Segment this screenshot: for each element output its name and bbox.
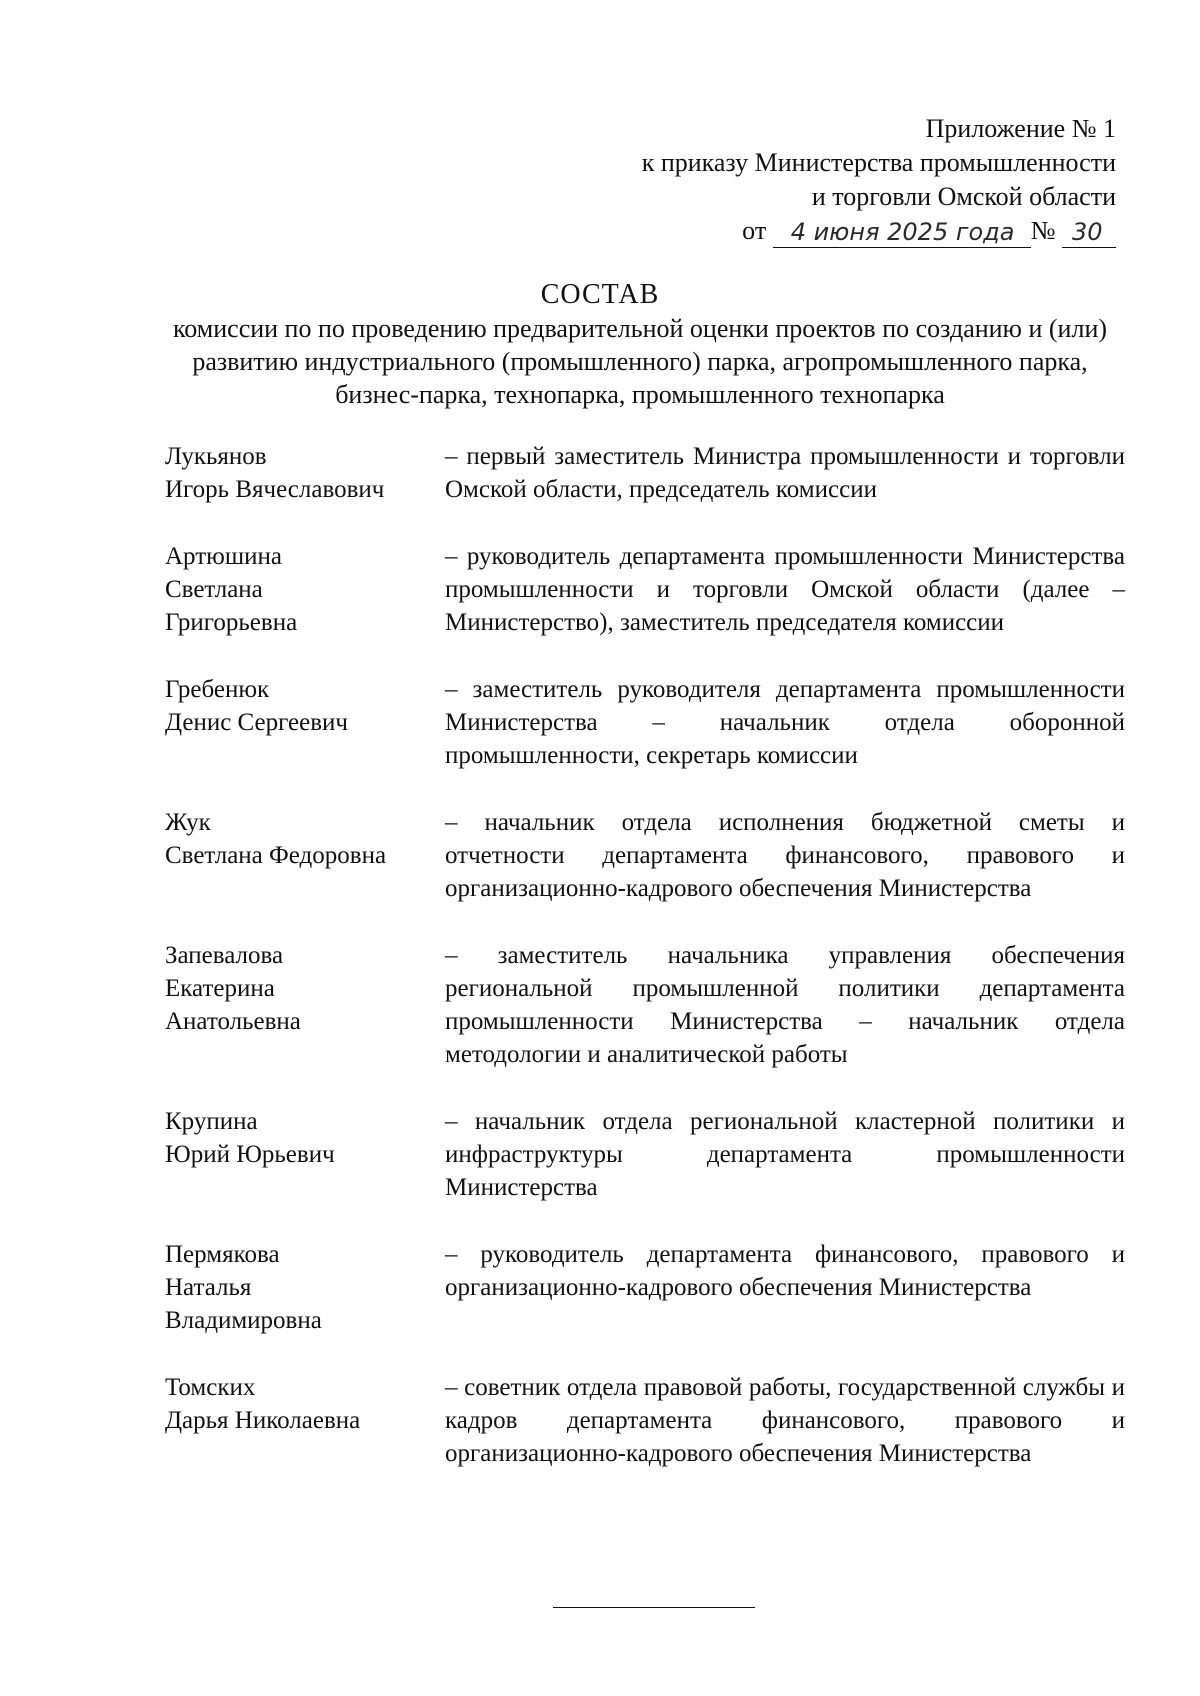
end-divider — [553, 1607, 755, 1608]
member-role: – руководитель департамента финансового, правового и организационно-кадрового обеспечения Министерства — [445, 1241, 1125, 1301]
handwritten-date: 4 июня 2025 года — [773, 217, 1031, 248]
document-title: СОСТАВ — [540, 279, 660, 310]
member-name-line: Наталья — [165, 1274, 252, 1301]
member-row — [165, 939, 1125, 1071]
member-role: – первый заместитель Министра промышленности и торговли Омской области, председатель комиссии — [445, 443, 1125, 503]
member-row — [165, 540, 1125, 639]
member-name — [165, 673, 445, 772]
member-row — [165, 673, 1125, 772]
member-name — [165, 1371, 445, 1470]
annex-ministry: и торговли Омской области — [811, 182, 1116, 211]
member-role: – руководитель департамента промышленности Министерства промышленности и торговли Омской области (далее – Министерство), заместитель председателя комиссии — [445, 543, 1125, 636]
member-name-line: Григорьевна — [165, 609, 298, 636]
member-name-line: Лукьянов — [165, 443, 267, 470]
member-name-line: Томских — [165, 1374, 256, 1401]
member-name — [165, 440, 445, 506]
member-name — [165, 806, 445, 905]
number-label: № — [1030, 216, 1056, 245]
member-name-line: Светлана — [165, 576, 263, 603]
member-name-line: Екатерина — [165, 975, 275, 1002]
annex-date-line — [642, 214, 1116, 248]
member-name — [165, 939, 445, 1071]
member-name-line: Юрий Юрьевич — [165, 1141, 335, 1168]
member-name-line: Пермякова — [165, 1241, 280, 1268]
member-name — [165, 1238, 445, 1337]
member-name-line: Гребенюк — [165, 676, 270, 703]
annex-number: Приложение № 1 — [925, 114, 1116, 143]
member-name-line: Светлана Федоровна — [165, 842, 387, 869]
member-name — [165, 1105, 445, 1204]
member-row — [165, 1105, 1125, 1204]
member-row — [165, 1238, 1125, 1337]
member-name-line: Денис Сергеевич — [165, 709, 349, 736]
member-name — [165, 540, 445, 639]
member-name-line: Запевалова — [165, 942, 284, 969]
annex-header — [642, 112, 1116, 248]
member-name-line: Анатольевна — [165, 1008, 301, 1035]
member-name-line: Жук — [165, 809, 211, 836]
member-name-line: Крупина — [165, 1108, 258, 1135]
commission-members-list — [165, 440, 1125, 1504]
annex-order-ref: к приказу Министерства промышленности — [641, 148, 1116, 177]
member-row — [165, 806, 1125, 905]
member-name-line: Игорь Вячеславович — [165, 476, 385, 503]
from-label: от — [742, 216, 767, 245]
member-role: – советник отдела правовой работы, государственной службы и кадров департамента финансового, правового и организационно-кадрового обеспечения Министерства — [445, 1374, 1125, 1467]
member-role: – начальник отдела региональной кластерной политики и инфраструктуры департамента промышленности Министерства — [445, 1108, 1125, 1201]
handwritten-number: 30 — [1062, 217, 1116, 248]
document-subtitle: комиссии по по проведению предварительной оценки проектов по созданию и (или) развитию индустриального (промышленного) парка, агропромышленного парка, бизнес-парка, технопарка, промышленного технопарка — [172, 314, 1108, 409]
member-role: – заместитель руководителя департамента промышленности Министерства – начальник отдела оборонной промышленности, секретарь комиссии — [445, 676, 1125, 769]
member-name-line: Дарья Николаевна — [165, 1407, 361, 1434]
member-name-line: Артюшина — [165, 543, 282, 570]
member-row — [165, 440, 1125, 506]
member-name-line: Владимировна — [165, 1307, 322, 1334]
member-role: – заместитель начальника управления обеспечения региональной промышленной политики департамента промышленности Министерства – начальник отдела методологии и аналитической работы — [445, 942, 1125, 1068]
member-row — [165, 1371, 1125, 1470]
member-role: – начальник отдела исполнения бюджетной сметы и отчетности департамента финансового, правового и организационно-кадрового обеспечения Министерства — [445, 809, 1125, 902]
